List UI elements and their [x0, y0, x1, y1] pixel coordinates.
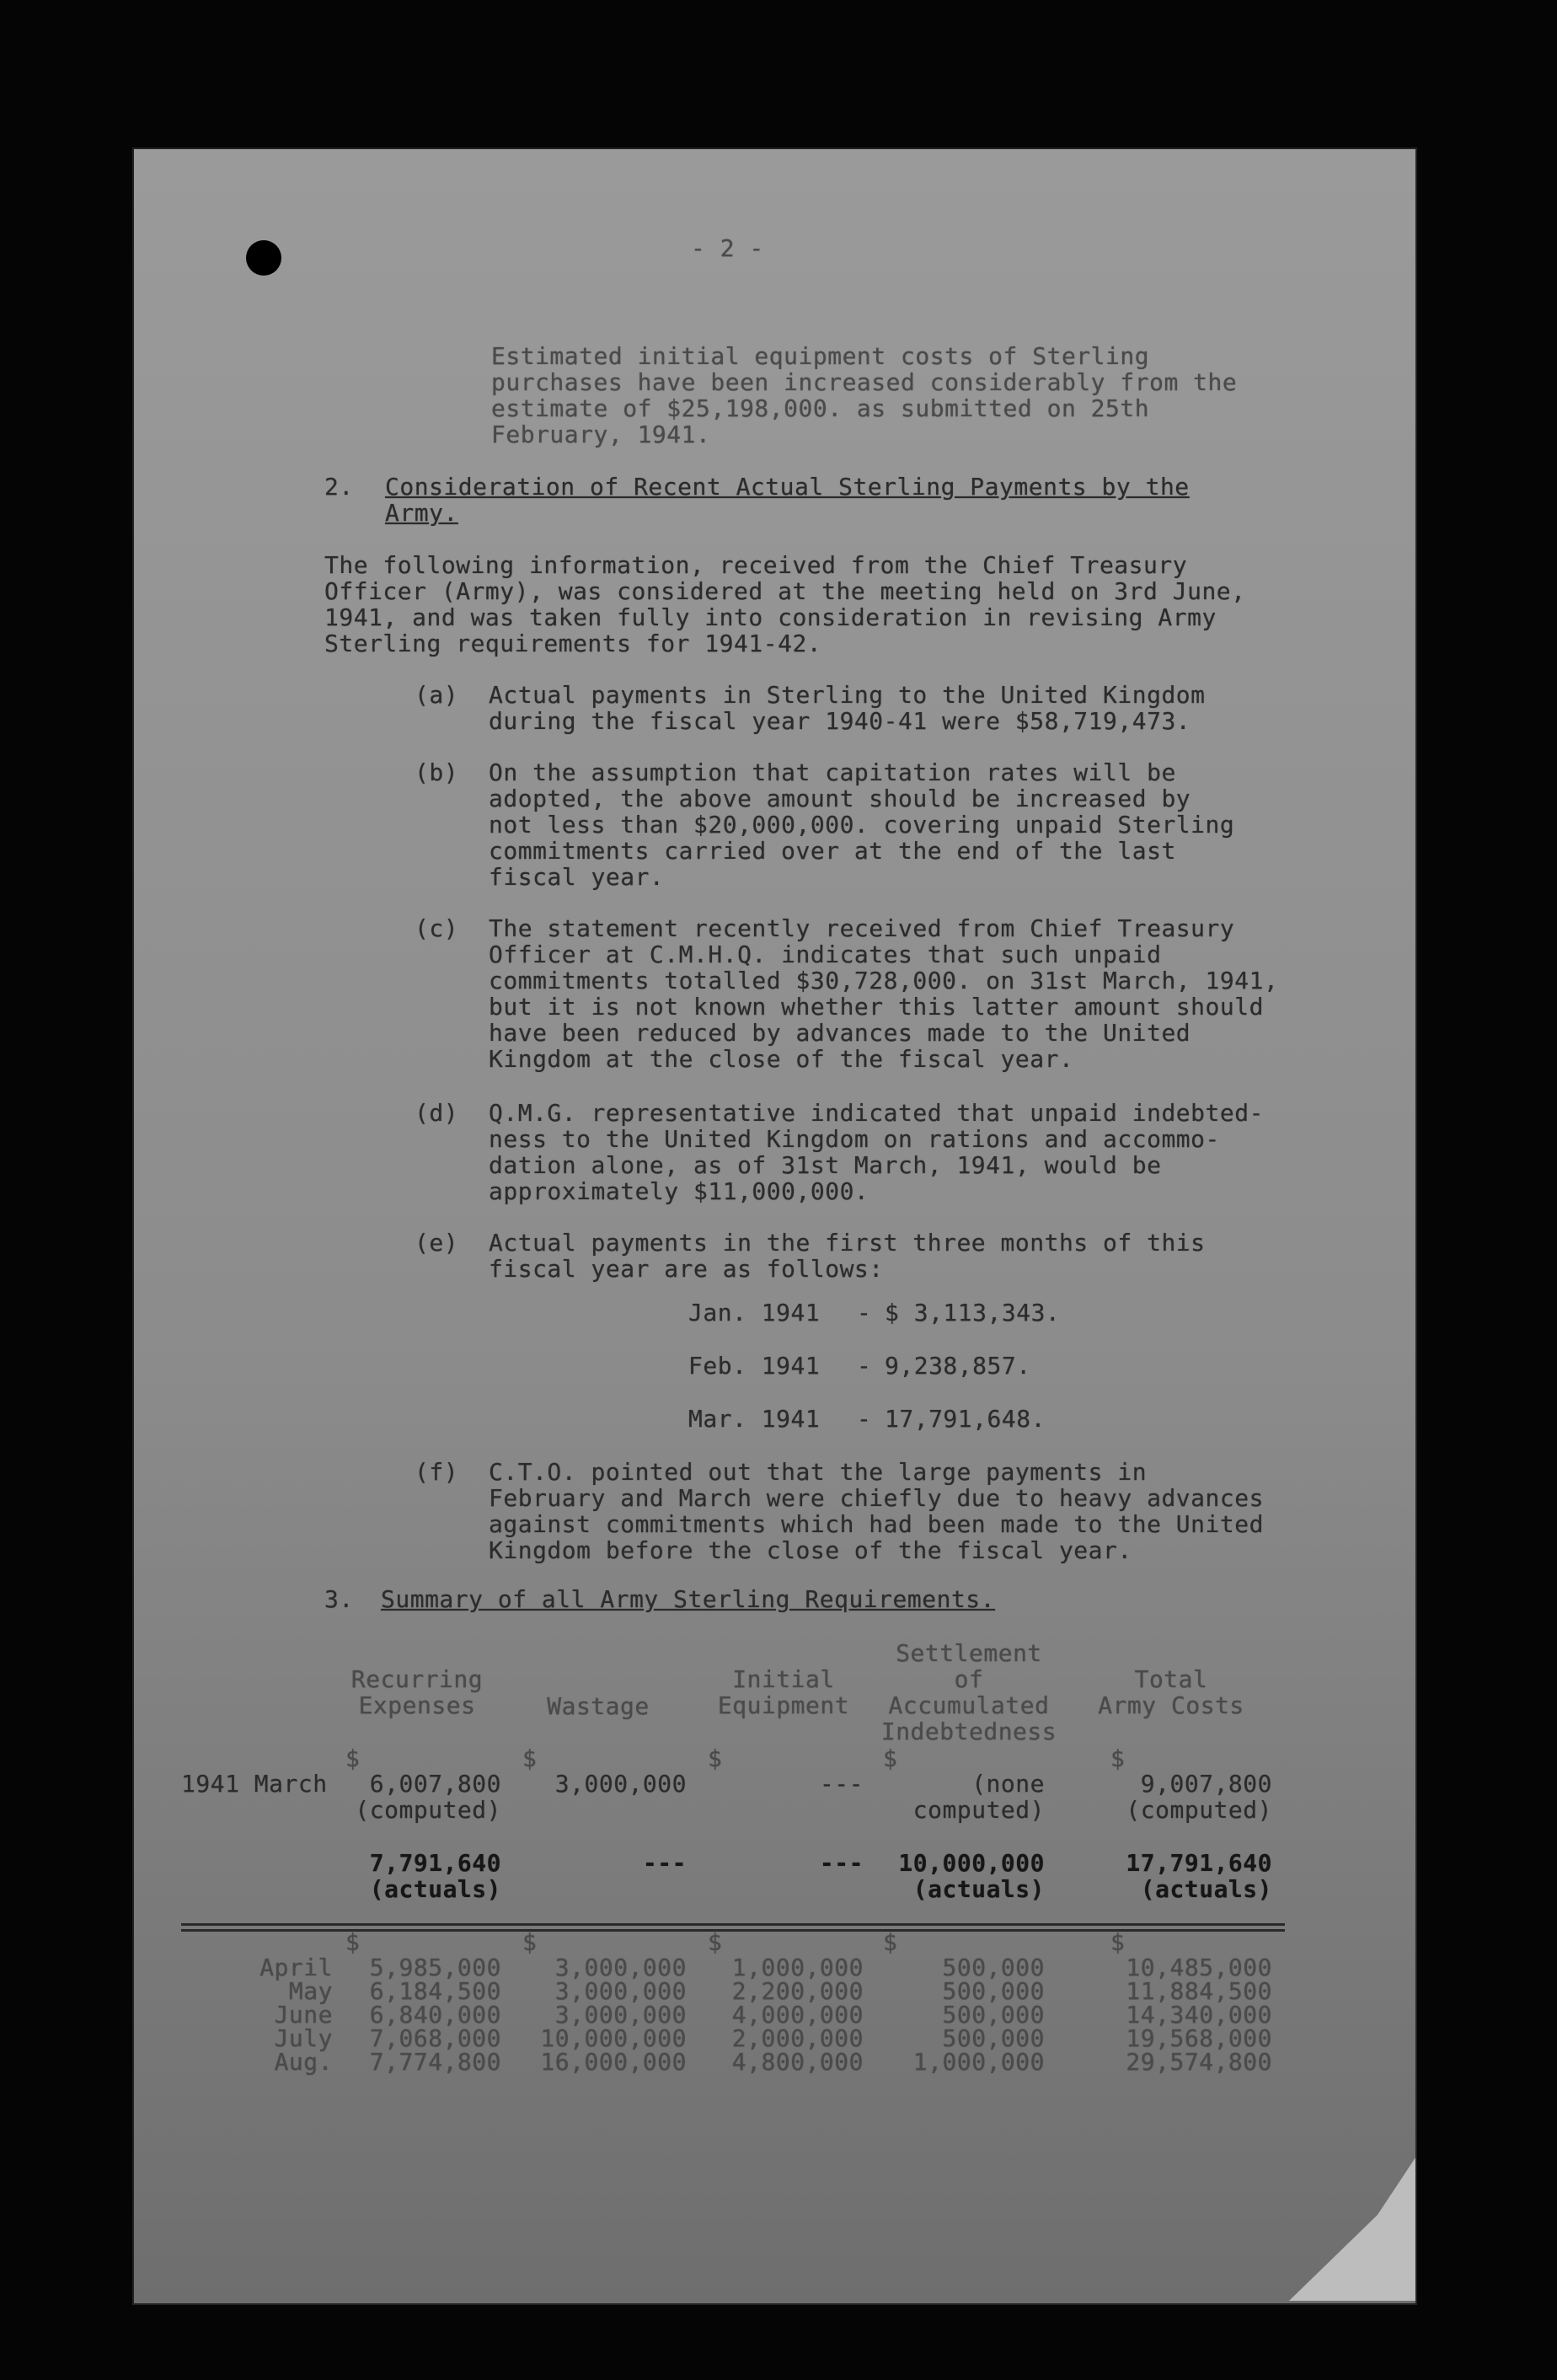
column-header: Settlement	[896, 1639, 1042, 1667]
march-actuals-value: ---	[642, 1849, 687, 1877]
column-header: Expenses	[358, 1691, 476, 1719]
table-cell: 14,340,000	[1126, 2001, 1272, 2029]
item-label: (b)	[415, 758, 459, 786]
march-actuals-value: 10,000,000	[898, 1849, 1045, 1877]
table-cell: 6,840,000	[369, 2001, 501, 2029]
dollar-sign: $	[345, 1928, 361, 1956]
paragraph-line: 1941, and was taken fully into consideration in revising Army	[324, 603, 1217, 631]
table-cell: 500,000	[942, 1977, 1045, 2005]
march-actuals-value: 7,791,640	[369, 1849, 501, 1877]
item-label: (f)	[415, 1458, 459, 1486]
row-label: 1941 March	[181, 1770, 328, 1798]
intro-line: estimate of $25,198,000. as submitted on 25th	[491, 394, 1150, 422]
item-line: but it is not known whether this latter amount should	[489, 993, 1264, 1021]
table-cell: 1,000,000	[731, 1954, 864, 1981]
table-cell: 3,000,000	[554, 2001, 687, 2029]
month-label: June	[274, 2001, 333, 2029]
item-line: C.T.O. pointed out that the large payments in	[489, 1458, 1148, 1486]
march-computed-label: (computed)	[355, 1796, 501, 1824]
march-computed-label: computed)	[912, 1796, 1045, 1824]
column-header: of	[954, 1665, 984, 1693]
table-cell: 3,000,000	[554, 1954, 687, 1981]
item-line: Actual payments in Sterling to the United Kingdom	[489, 681, 1206, 709]
item-line: adopted, the above amount should be increased by	[489, 785, 1191, 812]
payment-dash: -	[857, 1405, 872, 1433]
table-cell: 1,000,000	[912, 2048, 1045, 2076]
section-number: 3.	[324, 1585, 354, 1613]
table-cell: 2,000,000	[731, 2024, 864, 2052]
table-cell: 7,068,000	[369, 2024, 501, 2052]
month-label: May	[288, 1977, 333, 2005]
payment-amount: 17,791,648.	[885, 1405, 1046, 1433]
item-line: Actual payments in the first three months of this	[489, 1229, 1206, 1257]
item-line: dation alone, as of 31st March, 1941, would be	[489, 1151, 1162, 1179]
march-actuals-label: (actuals)	[912, 1875, 1045, 1903]
item-line: not less than $20,000,000. covering unpaid Sterling	[489, 811, 1235, 839]
table-cell: 19,568,000	[1126, 2024, 1272, 2052]
table-cell: 11,884,500	[1126, 1977, 1272, 2005]
item-line: Kingdom before the close of the fiscal year.	[489, 1536, 1132, 1564]
table-cell: 500,000	[942, 1954, 1045, 1981]
column-header: Indebtedness	[880, 1718, 1057, 1745]
column-header: Army Costs	[1098, 1691, 1244, 1719]
payment-amount: 9,238,857.	[885, 1352, 1031, 1380]
intro-line: purchases have been increased considerably from the	[491, 368, 1238, 396]
table-cell: 3,000,000	[554, 1977, 687, 2005]
item-line: February and March were chiefly due to heavy advances	[489, 1484, 1264, 1512]
intro-line: Estimated initial equipment costs of Sterling	[491, 342, 1150, 370]
payment-dash: -	[857, 1352, 872, 1380]
table-cell: 10,485,000	[1126, 1954, 1272, 1981]
paragraph-line: The following information, received from the Chief Treasury	[324, 551, 1188, 579]
section-heading: Army.	[385, 499, 458, 527]
item-line: ness to the United Kingdom on rations and accommo-	[489, 1125, 1220, 1153]
item-line: approximately $11,000,000.	[489, 1177, 869, 1205]
payment-month: Mar. 1941	[688, 1405, 821, 1433]
table-cell: 4,800,000	[731, 2048, 864, 2076]
march-actuals-label: (actuals)	[369, 1875, 501, 1903]
table-cell: 5,985,000	[369, 1954, 501, 1981]
payment-amount: $ 3,113,343.	[885, 1299, 1061, 1327]
paragraph-line: Officer (Army), was considered at the meeting held on 3rd June,	[324, 577, 1246, 605]
section-number: 2.	[324, 473, 354, 501]
item-line: Kingdom at the close of the fiscal year.	[489, 1045, 1074, 1073]
table-rule	[181, 1923, 1285, 1926]
dollar-sign: $	[883, 1745, 898, 1772]
column-header: Wastage	[547, 1692, 650, 1720]
item-line: fiscal year are as follows:	[489, 1255, 884, 1283]
march-actuals-label: (actuals)	[1140, 1875, 1272, 1903]
punch-hole	[246, 240, 281, 276]
month-label: Aug.	[274, 2048, 333, 2076]
item-label: (d)	[415, 1099, 459, 1127]
column-header: Recurring	[350, 1665, 484, 1693]
march-actuals-value: 17,791,640	[1126, 1849, 1272, 1877]
item-label: (c)	[415, 914, 459, 942]
item-line: fiscal year.	[489, 863, 665, 891]
march-computed-value: (none	[971, 1770, 1045, 1798]
intro-line: February, 1941.	[491, 421, 711, 448]
march-computed-value: 6,007,800	[369, 1770, 501, 1798]
dollar-sign: $	[883, 1928, 898, 1956]
table-cell: 4,000,000	[731, 2001, 864, 2029]
dollar-sign: $	[708, 1745, 723, 1772]
item-line: Officer at C.M.H.Q. indicates that such unpaid	[489, 941, 1162, 968]
table-cell: 16,000,000	[540, 2048, 687, 2076]
month-label: July	[274, 2024, 333, 2052]
item-line: have been reduced by advances made to the United	[489, 1019, 1191, 1047]
section-heading: Consideration of Recent Actual Sterling Payments by the	[385, 473, 1190, 501]
item-line: against commitments which had been made to the United	[489, 1510, 1264, 1538]
march-actuals-value: ---	[819, 1849, 864, 1877]
march-computed-value: 9,007,800	[1140, 1770, 1272, 1798]
march-computed-value: 3,000,000	[554, 1770, 687, 1798]
column-header: Total	[1134, 1665, 1208, 1693]
payment-dash: -	[857, 1299, 872, 1327]
item-line: On the assumption that capitation rates will be	[489, 758, 1176, 786]
item-label: (a)	[415, 681, 459, 709]
dollar-sign: $	[522, 1928, 538, 1956]
dollar-sign: $	[522, 1745, 538, 1772]
column-header: Equipment	[717, 1691, 850, 1719]
item-label: (e)	[415, 1229, 459, 1257]
table-cell: 10,000,000	[540, 2024, 687, 2052]
table-cell: 500,000	[942, 2001, 1045, 2029]
column-header: Accumulated	[888, 1691, 1050, 1719]
table-cell: 6,184,500	[369, 1977, 501, 2005]
item-line: The statement recently received from Chief Treasury	[489, 914, 1235, 942]
dollar-sign: $	[1110, 1928, 1126, 1956]
dollar-sign: $	[1110, 1745, 1126, 1772]
march-computed-label: (computed)	[1126, 1796, 1272, 1824]
item-line: commitments carried over at the end of the last	[489, 837, 1176, 865]
table-cell: 500,000	[942, 2024, 1045, 2052]
section-heading: Summary of all Army Sterling Requirements.	[381, 1585, 996, 1613]
page-number: - 2 -	[691, 234, 764, 262]
payment-month: Feb. 1941	[688, 1352, 821, 1380]
table-cell: 2,200,000	[731, 1977, 864, 2005]
table-cell: 7,774,800	[369, 2048, 501, 2076]
payment-month: Jan. 1941	[688, 1299, 821, 1327]
dollar-sign: $	[708, 1928, 723, 1956]
item-line: commitments totalled $30,728,000. on 31st March, 1941,	[489, 967, 1279, 994]
month-label: April	[260, 1954, 333, 1981]
item-line: Q.M.G. representative indicated that unpaid indebted-	[489, 1099, 1264, 1127]
item-line: during the fiscal year 1940-41 were $58,719,473.	[489, 707, 1191, 735]
table-cell: 29,574,800	[1126, 2048, 1272, 2076]
column-header: Initial	[732, 1665, 835, 1693]
dollar-sign: $	[345, 1745, 361, 1772]
paragraph-line: Sterling requirements for 1941-42.	[324, 630, 822, 657]
march-computed-value: ---	[819, 1770, 864, 1798]
